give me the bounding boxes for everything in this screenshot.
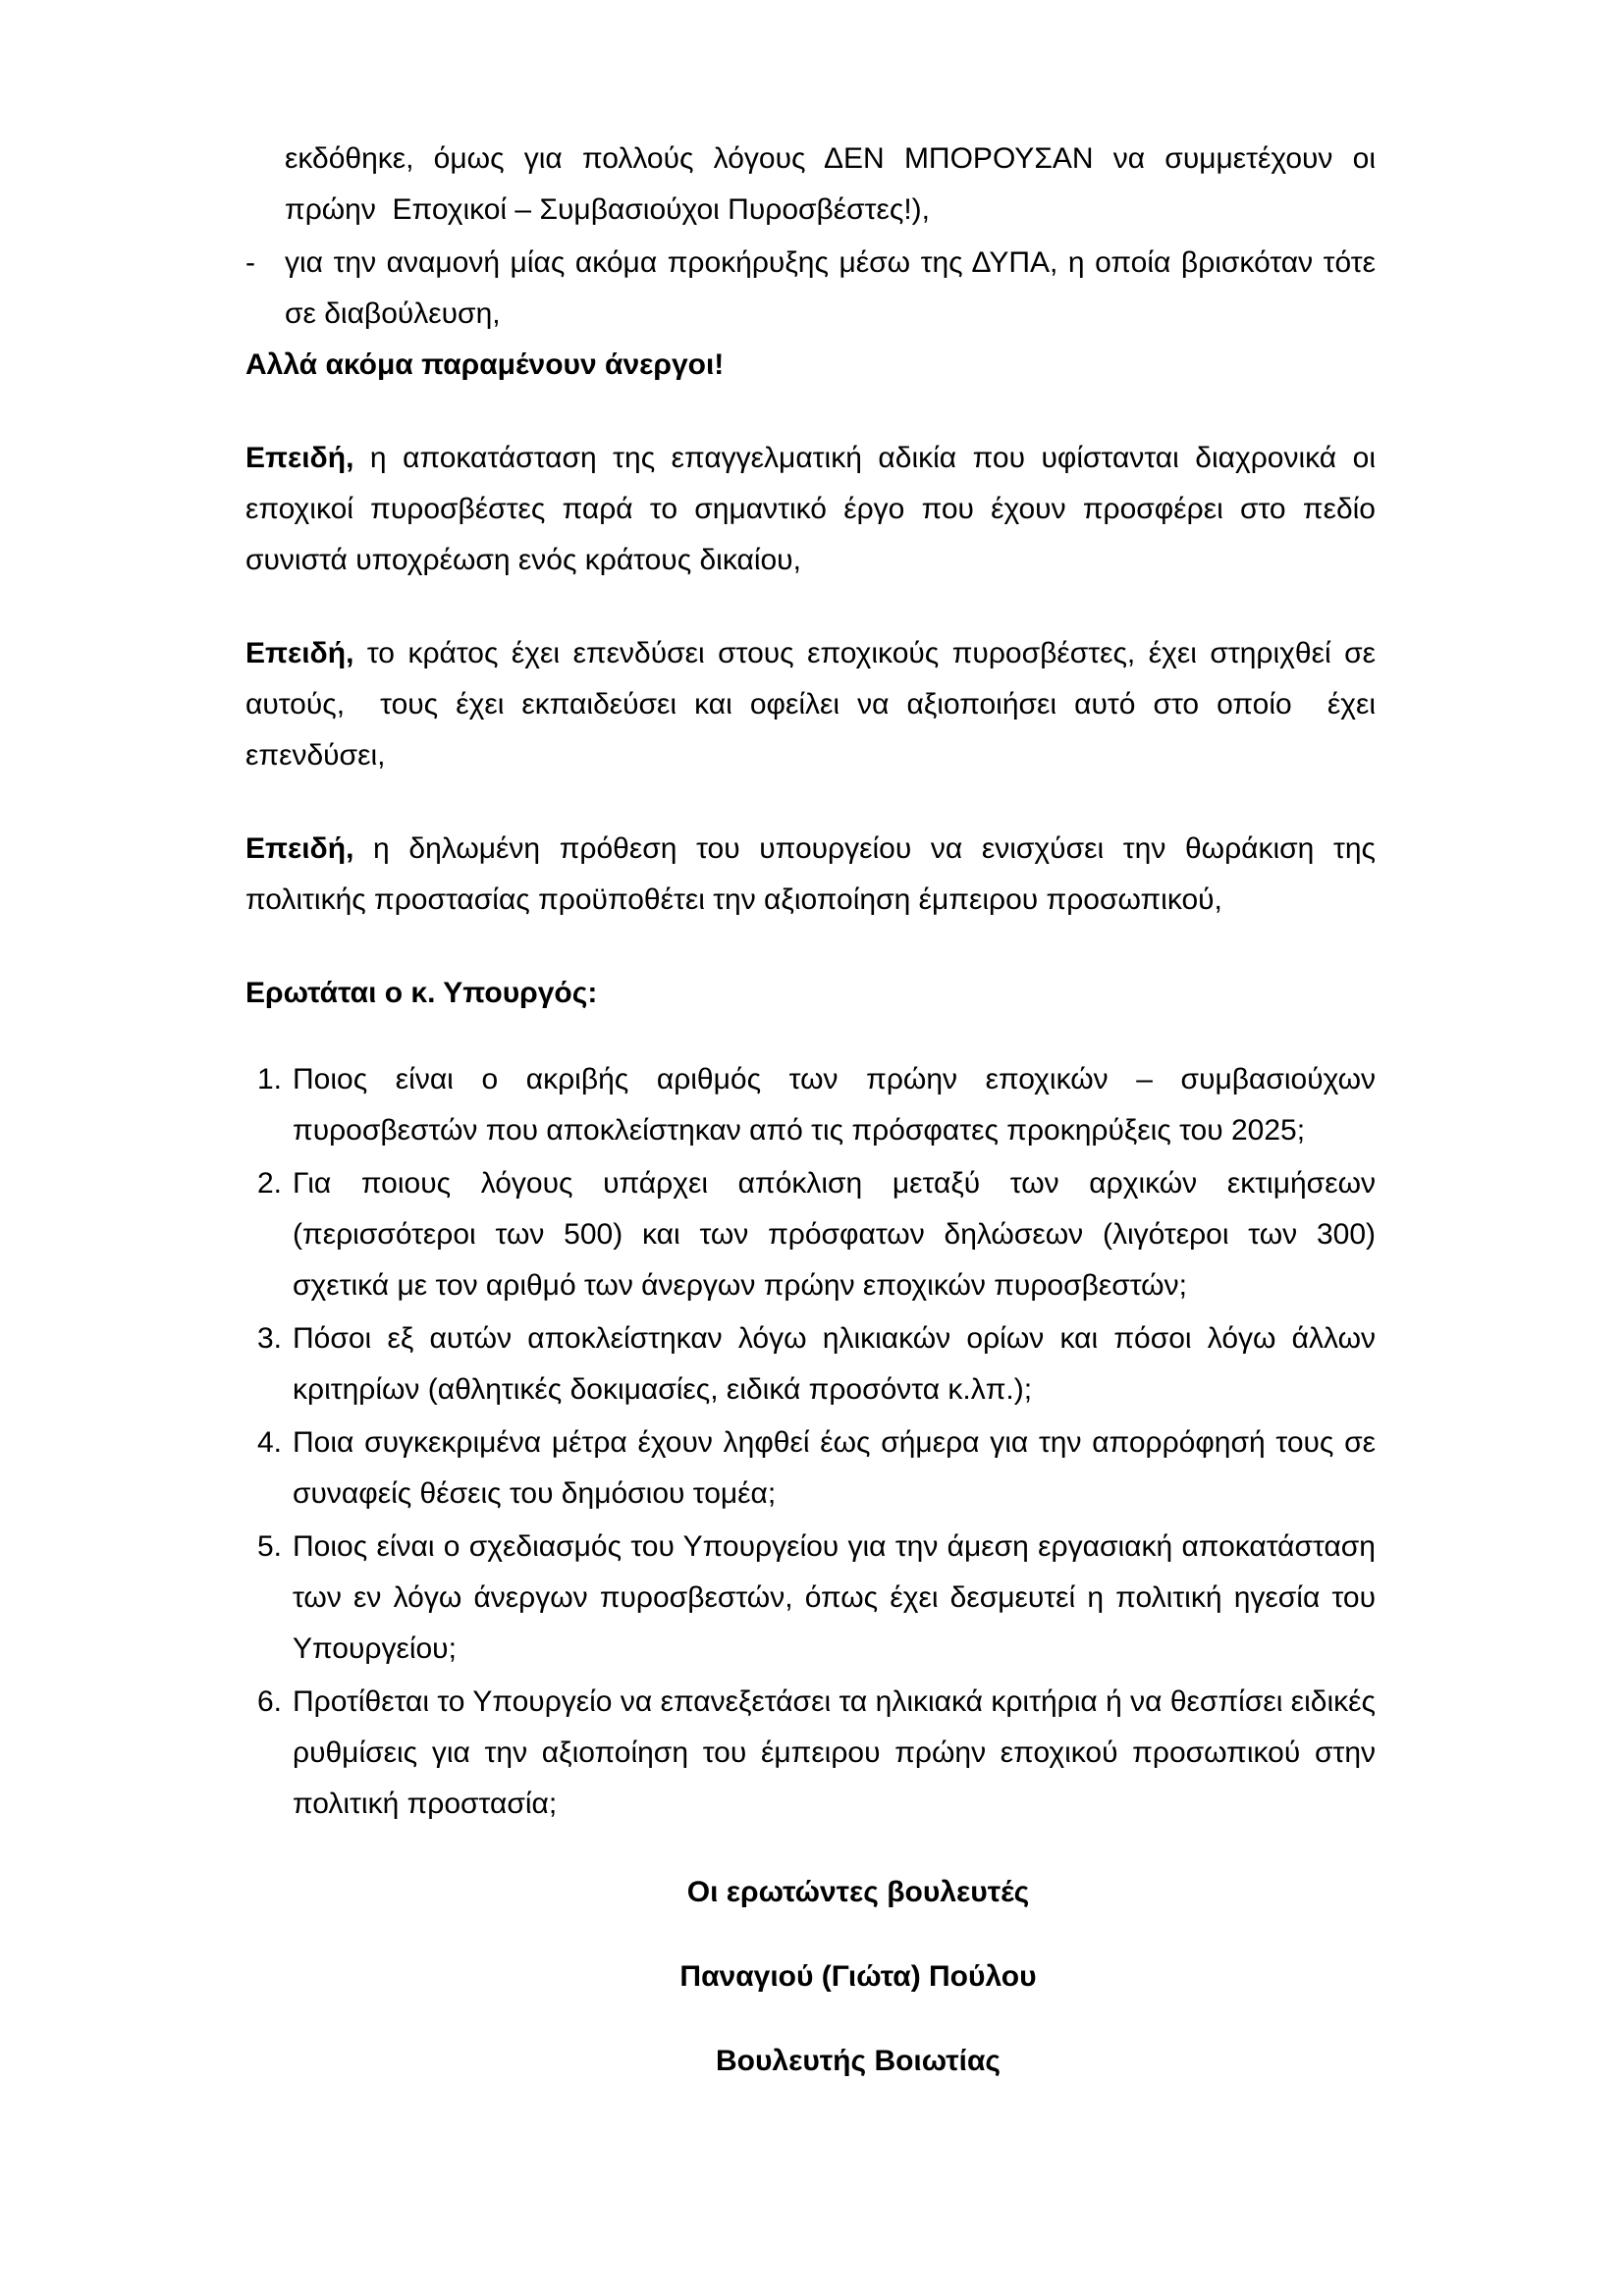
dash-list-item (245, 238, 1376, 340)
because-body-3: η δηλωμένη πρόθεση του υπουργείου να ενισχύσει την θωράκιση της πολιτικής προστασίας προϋποθέτει την αξιοποίηση έμπειρου προσωπικού, (245, 832, 1376, 916)
question-number-3: 3. (257, 1322, 283, 1355)
continuation-paragraph (245, 133, 1376, 236)
because-body-2: το κράτος έχει επενδύσει στους εποχικούς πυροσβέστες, έχει στηριχθεί σε αυτούς, τους έχει εκπαιδεύσει και οφείλει να αξιοποιήσει αυτό στο οποίο έχει επενδύσει, (245, 637, 1376, 772)
because-lead-2: Επειδή, (245, 637, 354, 669)
dash-bullet: - (245, 246, 255, 279)
because-lead-1: Επειδή, (245, 442, 354, 474)
signature-heading: Οι ερωτώντες βουλευτές (686, 1876, 1030, 1908)
question-item-5 (245, 1522, 1376, 1675)
question-list (245, 1054, 1376, 1830)
because-paragraph-3 (245, 824, 1376, 926)
question-number-6: 6. (257, 1685, 283, 1718)
because-paragraph-2 (245, 628, 1376, 781)
because-paragraph-1 (245, 433, 1376, 586)
question-text-5: Ποιος είναι ο σχεδιασμός του Υπουργείου για την άμεση εργασιακή αποκατάσταση των εν λόγω άνεργων πυροσβεστών, όπως έχει δεσμευτεί η πολιτική ηγεσία του Υπουργείου; (293, 1530, 1376, 1665)
question-number-4: 4. (257, 1426, 283, 1459)
because-lead-3: Επειδή, (245, 832, 354, 865)
question-item-3 (245, 1313, 1376, 1415)
because-body-1: η αποκατάσταση της επαγγελματική αδικία που υφίστανται διαχρονικά οι εποχικοί πυροσβέστες παρά το σημαντικό έργο που έχουν προσφέρει στο πεδίο συνιστά υποχρέωση ενός κράτους δικαίου, (245, 442, 1376, 576)
question-number-2: 2. (257, 1167, 283, 1200)
question-item-2 (245, 1158, 1376, 1311)
question-number-5: 5. (257, 1530, 283, 1563)
document-body (245, 133, 1376, 2120)
question-item-1 (245, 1054, 1376, 1156)
signature-title: Βουλευτής Βοιωτίας (715, 2045, 1001, 2077)
continuation-text: εκδόθηκε, όμως για πολλούς λόγους ΔΕΝ ΜΠΟΡΟΥΣΑΝ να συμμετέχουν οι πρώην Εποχικοί – Συμβασιούχοι Πυροσβέστες!), (285, 142, 1376, 226)
question-text-2: Για ποιους λόγους υπάρχει απόκλιση μεταξύ των αρχικών εκτιμήσεων (περισσότεροι των 500) και των πρόσφατων δηλώσεων (λιγότεροι των 300) σχετικά με τον αριθμό των άνεργων πρώην εποχικών πυροσβεστών; (293, 1167, 1376, 1302)
question-text-4: Ποια συγκεκριμένα μέτρα έχουν ληφθεί έως σήμερα για την απορρόφησή τους σε συναφείς θέσεις του δημόσιου τομέα; (293, 1426, 1376, 1510)
dash-item-text: για την αναμονή μίας ακόμα προκήρυξης μέσω της ΔΥΠΑ, η οποία βρισκόταν τότε σε διαβούλευση, (285, 246, 1376, 330)
question-number-1: 1. (257, 1063, 283, 1095)
question-text-1: Ποιος είναι ο ακριβής αριθμός των πρώην εποχικών – συμβασιούχων πυροσβεστών που αποκλείστηκαν από τις πρόσφατες προκηρύξεις του 2025; (293, 1063, 1376, 1147)
signature-name: Παναγιού (Γιώτα) Πούλου (679, 1960, 1037, 1993)
question-text-3: Πόσοι εξ αυτών αποκλείστηκαν λόγω ηλικιακών ορίων και πόσοι λόγω άλλων κριτηρίων (αθλητικές δοκιμασίες, ειδικά προσόντα κ.λπ.); (293, 1322, 1376, 1406)
question-item-4 (245, 1417, 1376, 1520)
question-item-6 (245, 1677, 1376, 1830)
bold-statement-line: Αλλά ακόμα παραμένουν άνεργοι! (245, 348, 725, 381)
question-text-6: Προτίθεται το Υπουργείο να επανεξετάσει τα ηλικιακά κριτήρια ή να θεσπίσει ειδικές ρυθμίσεις για την αξιοποίηση του έμπειρου πρώην εποχικού προσωπικού στην πολιτική προστασία; (293, 1685, 1376, 1820)
question-heading: Ερωτάται ο κ. Υπουργός: (245, 977, 598, 1009)
